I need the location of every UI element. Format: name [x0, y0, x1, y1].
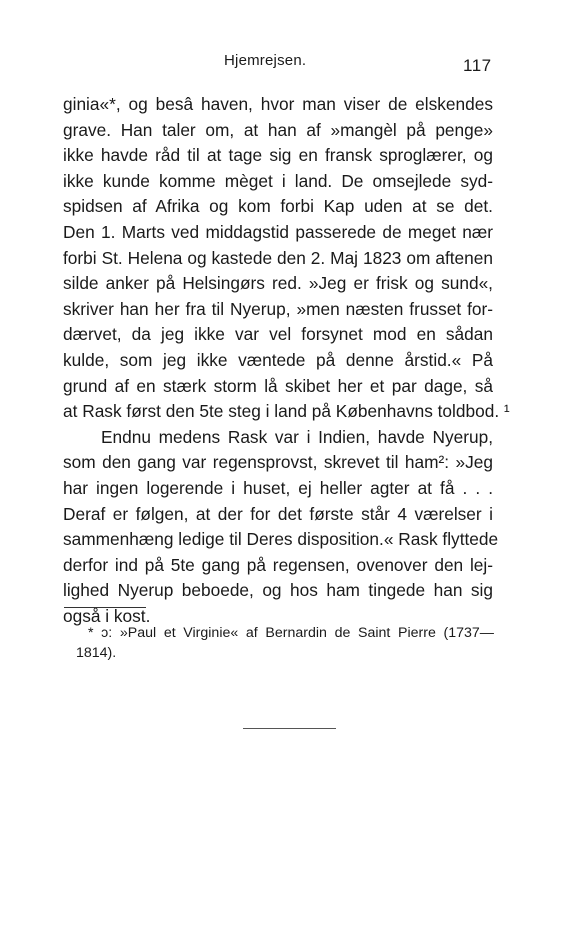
page-number: 117	[463, 56, 492, 75]
text-line: ginia«*, og besâ haven, hvor man viser de elskendes	[63, 94, 493, 114]
text-line: skriver han her fra til Nyerup, »men næsten frusset for-	[63, 298, 493, 319]
end-divider	[243, 728, 336, 729]
text-line: har ingen logerende i huset, ej heller agter at få . . .	[63, 477, 493, 498]
text-line: Deraf er følgen, at der for det første står 4 værelser i	[63, 503, 493, 524]
text-line: forbi St. Helena og kastede den 2. Maj 1823 om aftenen	[63, 247, 493, 268]
text-line: grund af en stærk storm lå skibet her et par dage, så	[63, 375, 493, 396]
text-line: grave. Han taler om, at han af »mangèl på penge»	[63, 119, 493, 140]
text-line: sammenhæng ledige til Deres disposition.« Rask flyttede	[63, 529, 499, 550]
text-line: også i kost.	[63, 605, 151, 626]
text-line: spidsen af Afrika og kom forbi Kap uden at se det.	[63, 196, 493, 217]
text-line: derfor ind på 5te gang på regensen, ovenover den lej-	[63, 554, 493, 575]
text-line: som den gang var regensprovst, skrevet til ham²: »Jeg	[63, 452, 493, 473]
text-line: Den 1. Marts ved middagstid passerede de meget nær	[63, 221, 493, 242]
text-line: dærvet, da jeg ikke var vel forsynet mod en sådan	[63, 324, 493, 345]
footnote	[76, 623, 494, 663]
footnote-line: * ɔ: »Paul et Virginie« af Bernardin de Saint Pierre (1737—	[88, 625, 494, 641]
text-line: Endnu medens Rask var i Indien, havde Nyerup,	[101, 426, 493, 447]
text-line: ikke kunde komme mèget i land. De omsejlede syd-	[63, 170, 493, 191]
text-line: at Rask først den 5te steg i land på Københavns toldbod. ¹	[63, 401, 510, 422]
footnote-line: 1814).	[76, 645, 117, 661]
text-line: ikke havde råd til at tage sig en fransk sproglærer, og	[63, 145, 493, 166]
body-text	[63, 92, 510, 629]
footnote-divider	[64, 607, 146, 608]
running-title: Hjemrejsen.	[224, 52, 307, 69]
text-line: kulde, som jeg ikke væntede på denne årstid.« På	[63, 349, 493, 370]
text-line: lighed Nyerup beboede, og hos ham tingede han sig	[63, 580, 493, 601]
text-line: silde anker på Helsingørs red. »Jeg er frisk og sund«,	[63, 273, 493, 294]
